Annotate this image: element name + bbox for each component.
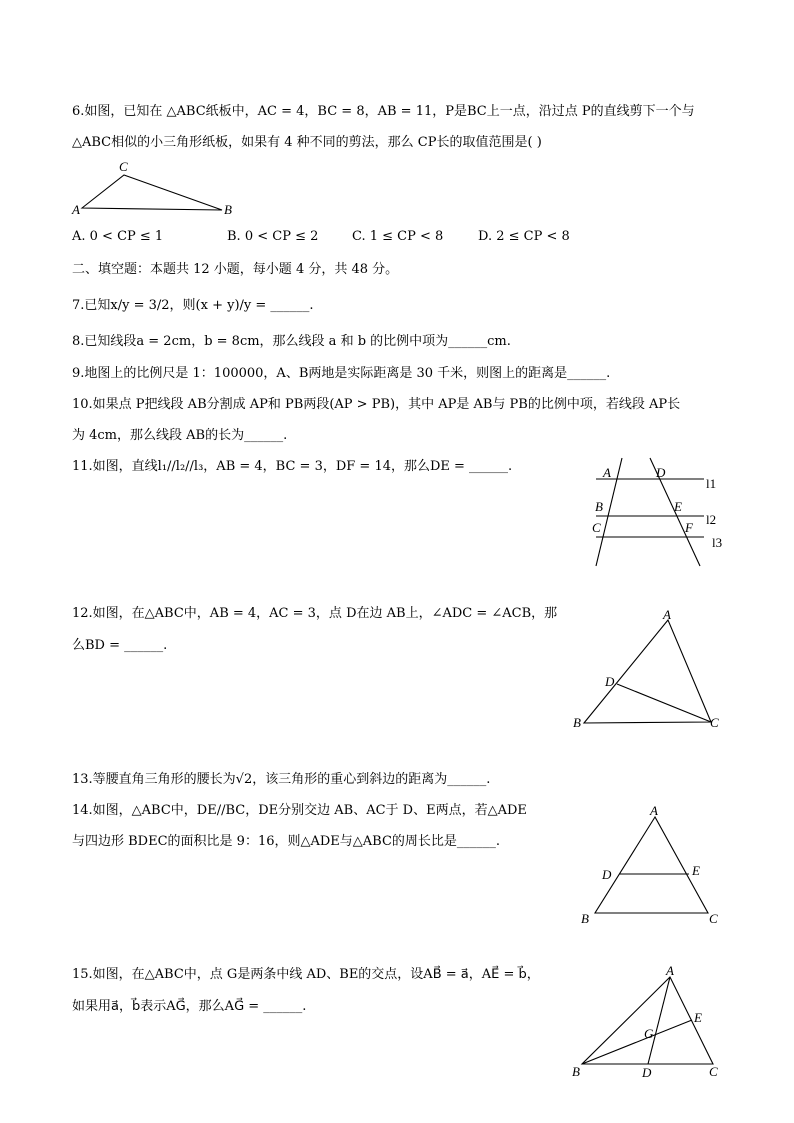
- q6-option-a[interactable]: A. 0 < CP ≤ 1: [72, 229, 164, 244]
- q15-label-e: E: [694, 1010, 702, 1025]
- q14-label-c: C: [709, 911, 718, 926]
- q12-label-d: D: [605, 674, 615, 689]
- q15-triangle-figure: [570, 962, 730, 1082]
- q12-triangle-figure: [570, 605, 730, 735]
- q6-option-d[interactable]: D. 2 ≤ CP < 8: [478, 229, 570, 244]
- q15-median-ad: [648, 977, 670, 1064]
- q14-label-d: D: [602, 867, 612, 882]
- q6-triangle: [82, 175, 222, 210]
- q7-text: 7.已知x/y = 3/2，则(x + y)/y = ______.: [72, 298, 314, 313]
- q14-line1: 14.如图，△ABC中，DE//BC，DE分别交边 AB、AC于 D、E两点，若△ADE: [72, 803, 527, 818]
- q6-label-c: C: [119, 159, 128, 174]
- q6-option-c[interactable]: C. 1 ≤ CP < 8: [352, 229, 444, 244]
- q10-line1: 10.如果点 P把线段 AB分割成 AP和 PB两段(AP > PB)，其中 AP是 AB与 PB的比例中项，若线段 AP长: [72, 397, 681, 412]
- q14-label-b: B: [581, 911, 589, 926]
- q11-label-l2: l2: [706, 512, 717, 527]
- section-heading: 二、填空题：本题共 12 小题，每小题 4 分，共 48 分。: [72, 262, 399, 277]
- q11-label-c: C: [592, 520, 601, 535]
- q15-label-a: A: [666, 963, 674, 978]
- q9-text: 9.地图上的比例尺是 1：100000，A、B两地是实际距离是 30 千米，则图上的距离是______.: [72, 366, 611, 381]
- q11-label-l3: l3: [712, 535, 723, 550]
- q11-label-f: F: [685, 520, 693, 535]
- q10-line2: 为 4cm，那么线段 AB的长为______.: [72, 428, 288, 443]
- q6-label-b: B: [224, 202, 232, 217]
- q14-line2: 与四边形 BDEC的面积比是 9：16，则△ADE与△ABC的周长比是______.: [72, 834, 501, 849]
- q14-triangle-figure: [575, 800, 735, 930]
- q11-parallel-lines-figure: [588, 455, 728, 570]
- q15-median-be: [582, 1020, 692, 1064]
- q11-label-d: D: [656, 465, 666, 480]
- q12-line2: 么BD = ______.: [72, 638, 168, 653]
- q6-triangle-figure: [70, 158, 245, 220]
- q6-option-b[interactable]: B. 0 < CP ≤ 2: [227, 229, 319, 244]
- q12-label-b: B: [573, 715, 581, 730]
- q6-line2: △ABC相似的小三角形纸板，如果有 4 种不同的剪法，那么 CP长的取值范围是( ): [72, 135, 542, 150]
- q15-label-g: G: [644, 1026, 654, 1041]
- q14-label-e: E: [692, 863, 700, 878]
- q12-label-c: C: [710, 715, 719, 730]
- q11-label-e: E: [674, 499, 682, 514]
- q15-line1: 15.如图，在△ABC中，点 G是两条中线 AD、BE的交点，设AB⃗ = a⃗，AE⃗ = b⃗，: [72, 967, 540, 982]
- q11-label-l1: l1: [706, 476, 717, 491]
- q11-label-a: A: [603, 465, 611, 480]
- q14-label-a: A: [650, 803, 658, 818]
- q12-label-a: A: [663, 607, 671, 622]
- q6-label-a: A: [72, 202, 80, 217]
- q8-text: 8.已知线段a = 2cm，b = 8cm，那么线段 a 和 b 的比例中项为______cm.: [72, 334, 511, 349]
- q15-label-d: D: [642, 1065, 652, 1080]
- q12-line1: 12.如图，在△ABC中，AB = 4，AC = 3，点 D在边 AB上，∠ADC = ∠ACB，那: [72, 606, 558, 621]
- q11-text: 11.如图，直线l₁//l₂//l₃，AB = 4，BC = 3，DF = 14，那么DE = ______.: [72, 459, 513, 474]
- q11-label-b: B: [595, 499, 603, 514]
- q15-line2: 如果用a⃗，b⃗表示AG⃗，那么AG⃗ = ______.: [72, 999, 307, 1014]
- q13-text: 13.等腰直角三角形的腰长为√2，该三角形的重心到斜边的距离为______.: [72, 772, 491, 787]
- q15-label-b: B: [572, 1064, 580, 1079]
- q6-line1: 6.如图，已知在 △ABC纸板中，AC = 4，BC = 8，AB = 11，P是BC上一点，沿过点 P的直线剪下一个与: [72, 104, 695, 119]
- q15-label-c: C: [709, 1064, 718, 1079]
- q12-triangle-abc: [584, 620, 711, 723]
